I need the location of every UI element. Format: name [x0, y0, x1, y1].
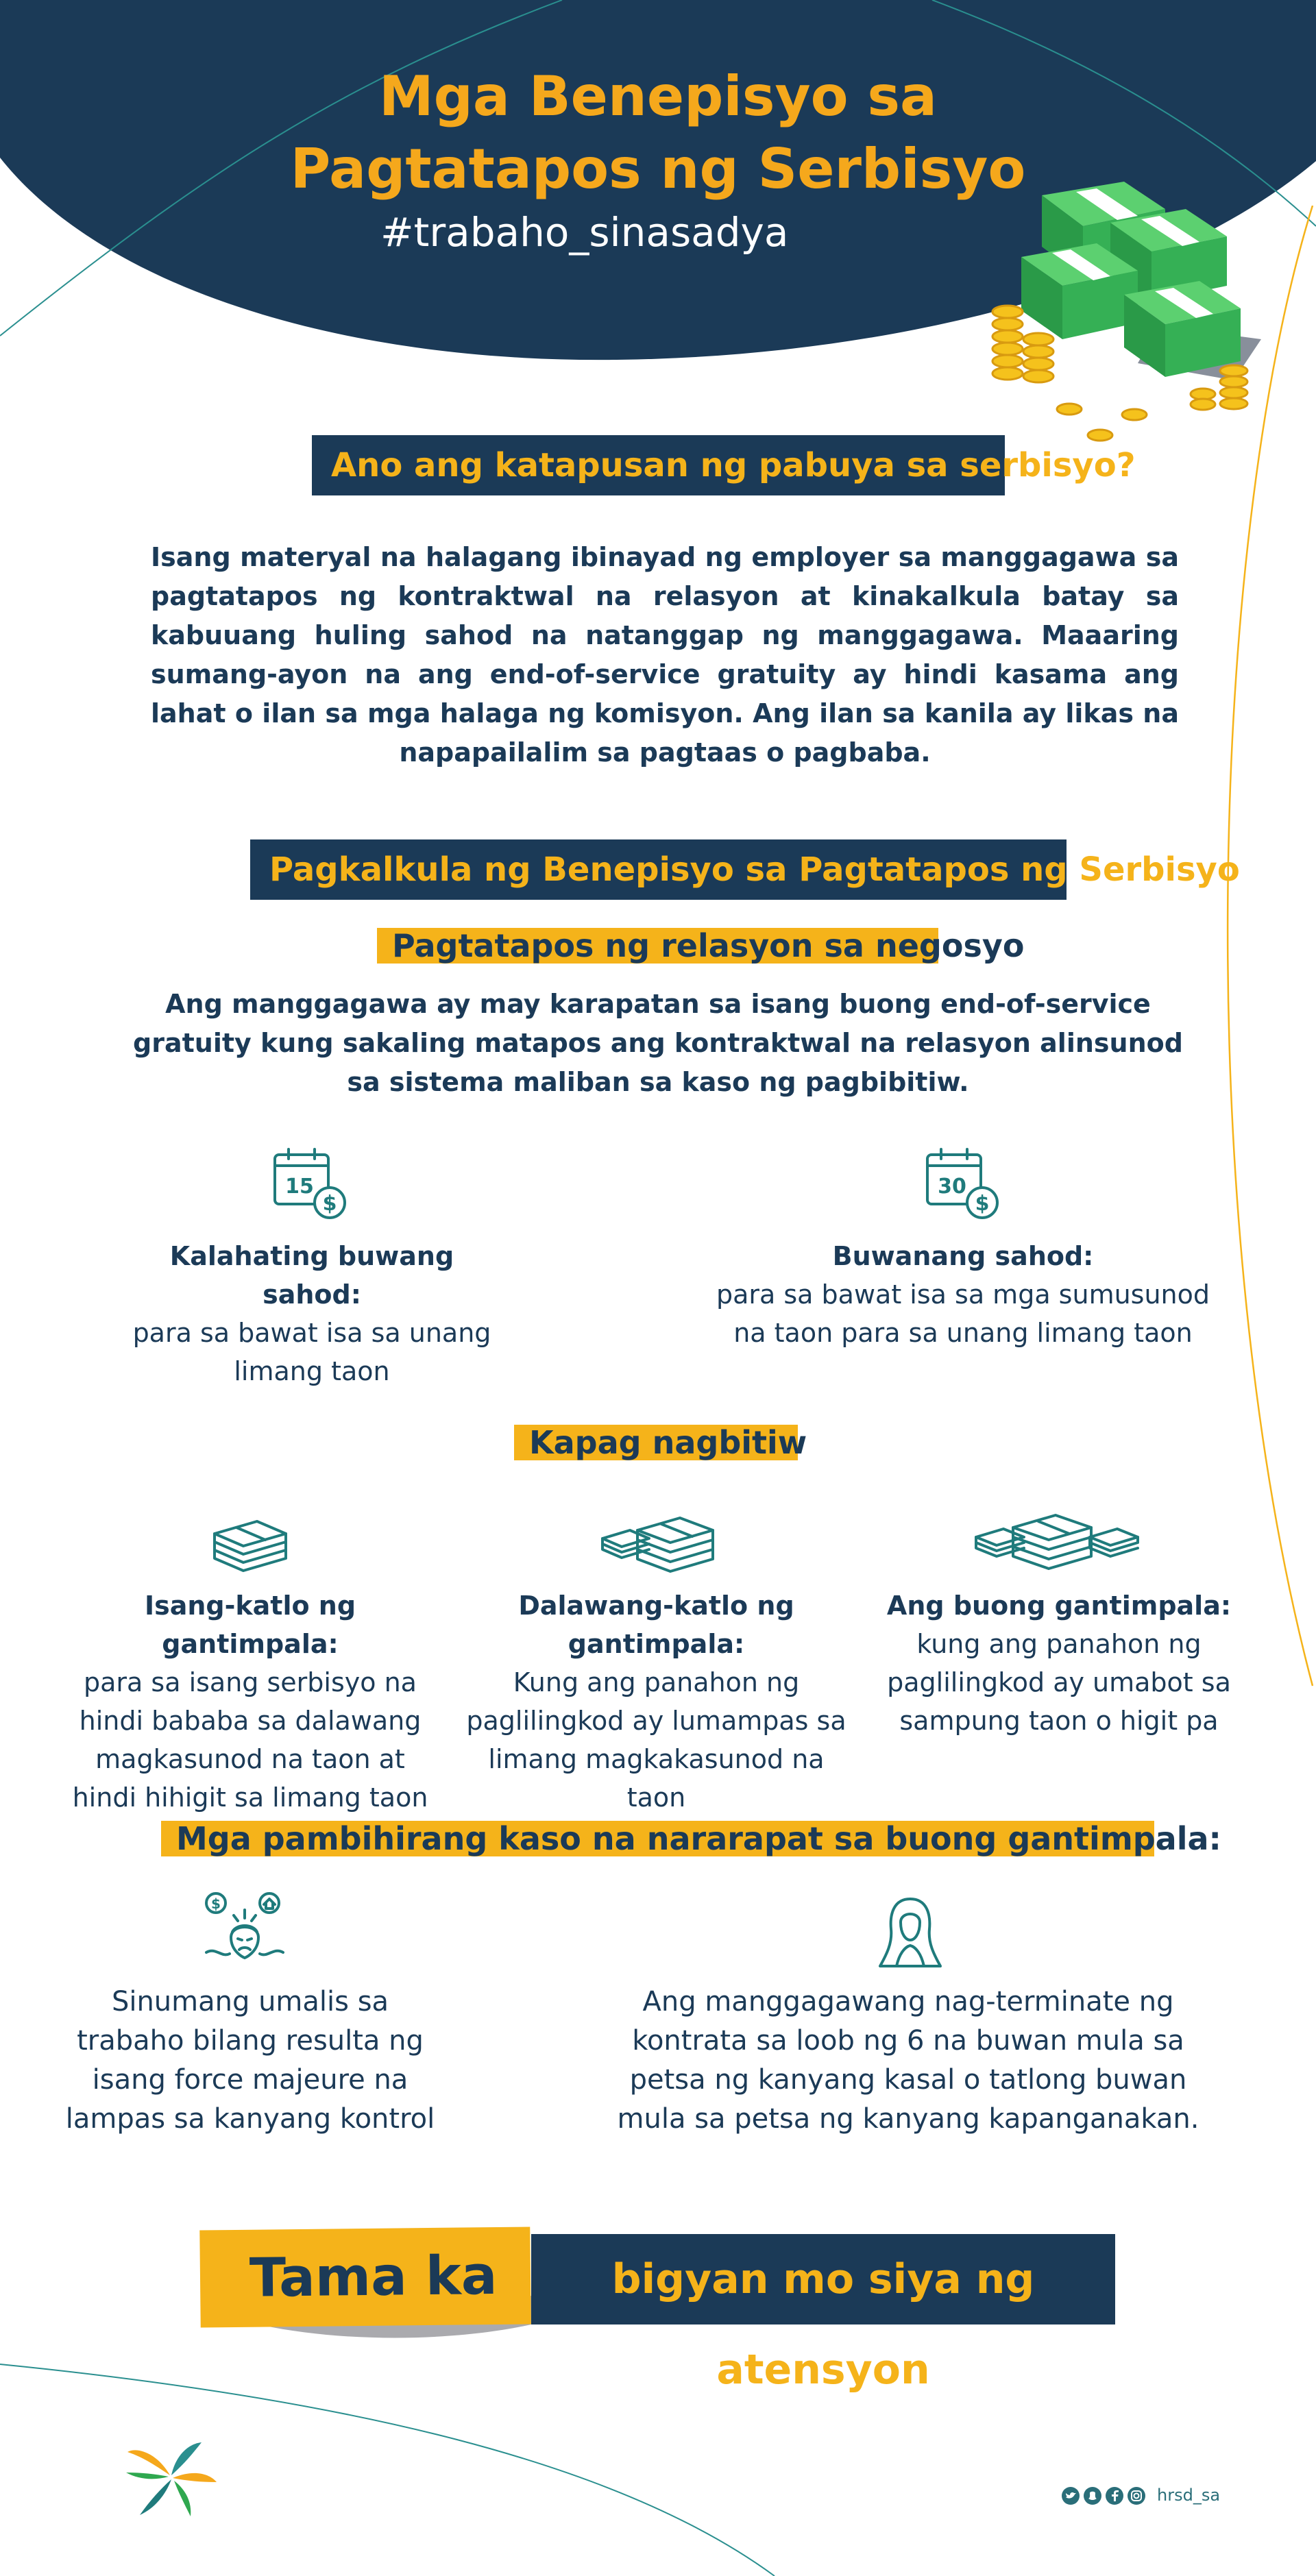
half-wage-block: [127, 1237, 497, 1390]
calendar-30-icon: [922, 1146, 1004, 1223]
full-reward-block: [881, 1586, 1237, 1740]
cta-left-label: Tama ka: [199, 2227, 531, 2327]
full-wage-title: Buwanang sahod:: [832, 1241, 1094, 1271]
money-stack-illustration: [980, 168, 1282, 456]
three-money-bundles-icon: [973, 1503, 1141, 1573]
two-money-bundles-icon: [600, 1504, 720, 1573]
half-wage-title: Kalahating buwang sahod:: [169, 1241, 454, 1310]
one-third-reward-block: [65, 1586, 435, 1817]
definition-heading: Ano ang katapusan ng pabuya sa serbisyo?: [312, 435, 1005, 495]
snapchat-icon: [1084, 2487, 1101, 2505]
title-line-2: Pagtatapos ng Serbisyo: [290, 137, 1026, 201]
title-line-1: Mga Benepisyo sa: [378, 64, 938, 128]
facebook-icon: [1106, 2487, 1123, 2505]
one-third-desc: para sa isang serbisyo na hindi bababa sa dalawang magkasunod na taon at hindi hihigit sa limang taon: [72, 1667, 428, 1813]
full-reward-desc: kung ang panahon ng paglilingkod ay umabot sa sampung taon o higit pa: [887, 1629, 1231, 1736]
termination-heading: Pagtatapos ng relasyon sa negosyo: [377, 928, 938, 964]
svg-text:$: $: [211, 1896, 221, 1912]
hashtag: #trabaho_sinasadya: [380, 209, 789, 256]
social-icons: [1061, 2486, 1147, 2505]
svg-text:$: $: [322, 1192, 337, 1216]
money-bundle-icon: [209, 1506, 291, 1572]
social-handle[interactable]: hrsd_sa: [1157, 2486, 1221, 2505]
one-third-title: Isang-katlo ng gantimpala:: [144, 1591, 356, 1659]
termination-body: Ang manggagawa ay may karapatan sa isang buong end-of-service gratuity kung sakaling matapos ang kontraktwal na relasyon alinsunod sa sistema maliban sa kaso ng pagbibitiw.: [133, 989, 1183, 1097]
calendar-15-day: 15: [285, 1175, 314, 1199]
female-worker-text: Ang manggagawang nag-terminate ng kontrata sa loob ng 6 na buwan mula sa petsa ng kanyang kasal o tatlong buwan mula sa petsa ng kanyang kapanganakan.: [617, 1986, 1199, 2135]
force-majeure-text: Sinumang umalis sa trabaho bilang resulta ng isang force majeure na lampas sa kanyang kontrol: [65, 1986, 435, 2135]
resignation-heading: Kapag nagbitiw: [514, 1425, 798, 1460]
full-wage-block: [713, 1237, 1213, 1352]
exceptions-heading: Mga pambihirang kaso na nararapat sa buong gantimpala:: [161, 1821, 1154, 1856]
calendar-30-day: 30: [938, 1175, 966, 1199]
svg-text:$: $: [975, 1192, 990, 1216]
two-thirds-desc: Kung ang panahon ng paglilingkod ay lumampas sa limang magkakasunod na taon: [466, 1667, 846, 1813]
ministry-logo-icon: [123, 2440, 219, 2518]
half-wage-desc: para sa bawat isa sa unang limang taon: [132, 1318, 491, 1386]
two-thirds-reward-block: [466, 1586, 846, 1817]
definition-body: Isang materyal na halagang ibinayad ng employer sa manggagawa sa pagtatapos ng kontraktwal na relasyon at kinakalkula batay sa kabuuang huling sahod na natanggap ng manggagawa. Maaaring sumang-ayon na ang end-of-service gratuity ay hindi kasama ang lahat o ilan sa mga halaga ng komisyon. Ang ilan sa kanila ay likas na napapailalim sa pagtaas o pagbaba.: [151, 542, 1179, 768]
stressed-person-icon: [202, 1889, 288, 1972]
page-title: [247, 60, 1069, 206]
instagram-icon: [1128, 2487, 1145, 2505]
calendar-15-icon: [269, 1146, 352, 1223]
full-reward-title: Ang buong gantimpala:: [886, 1591, 1232, 1621]
female-worker-icon: [876, 1895, 945, 1970]
calculation-heading: Pagkalkula ng Benepisyo sa Pagtatapos ng Serbisyo: [250, 839, 1067, 900]
twitter-icon: [1062, 2487, 1080, 2505]
cta-right-label: bigyan mo siya ng atensyon: [531, 2234, 1115, 2324]
two-thirds-title: Dalawang-katlo ng gantimpala:: [518, 1591, 794, 1659]
full-wage-desc: para sa bawat isa sa mga sumusunod na taon para sa unang limang taon: [716, 1279, 1210, 1348]
